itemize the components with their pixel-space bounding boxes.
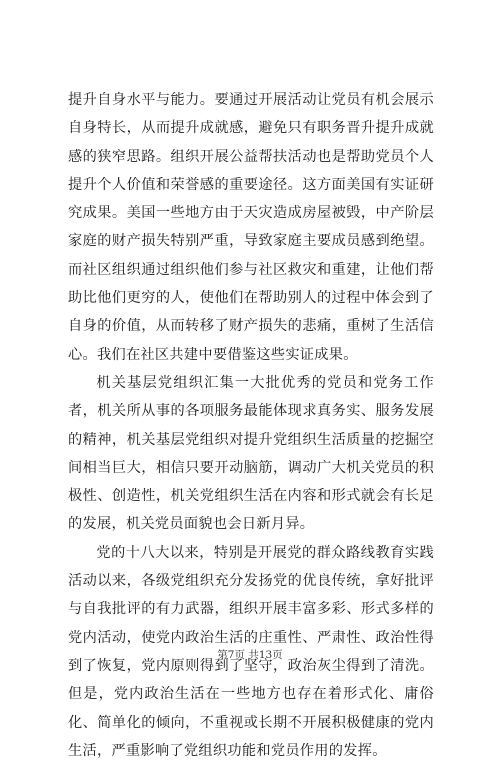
document-body xyxy=(68,86,434,765)
paragraph-3: 党的十八大以来，特别是开展党的群众路线教育实践活动以来，各级党组织充分发扬党的优良传统，拿好批评与自我批评的有力武器，组织开展丰富多彩、形式多样的党内活动，使党内政治生活的庄重性、严肃性、政治性得到了恢复，党内原则得到了坚守，政治灰尘得到了清洗。但是，党内政治生活在一些地方也存在着形式化、庸俗化、简单化的倾向，不重视或长期不开展积极健康的党内生活，严重影响了党组织功能和党员作用的发挥。 xyxy=(68,544,434,759)
page-footer: 第7页 共13页 xyxy=(217,649,283,661)
paragraph-1: 提升自身水平与能力。要通过开展活动让党员有机会展示自身特长，从而提升成就感，避免只有职务晋升提升成就感的狭窄思路。组织开展公益帮扶活动也是帮助党员个人提升个人价值和荣誉感的重要途径。这方面美国有实证研究成果。美国一些地方由于天灾造成房屋被毁，中产阶层家庭的财产损失特别严重，导致家庭主要成员感到绝望。而社区组织通过组织他们参与社区救灾和重建，让他们帮助比他们更穷的人，使他们在帮助别人的过程中体会到了自身的价值，从而转移了财产损失的悲痛，重树了生活信心。我们在社区共建中要借鉴这些实证成果。 xyxy=(68,92,434,363)
paragraph-2: 机关基层党组织汇集一大批优秀的党员和党务工作者，机关所从事的各项服务最能体现求真务实、服务发展的精神，机关基层党组织对提升党组织生活质量的挖掘空间相当巨大，相信只要开动脑筋，调动广大机关党员的积极性、创造性，机关党组织生活在内容和形式就会有长足的发展，机关党员面貌也会日新月异。 xyxy=(68,374,434,533)
